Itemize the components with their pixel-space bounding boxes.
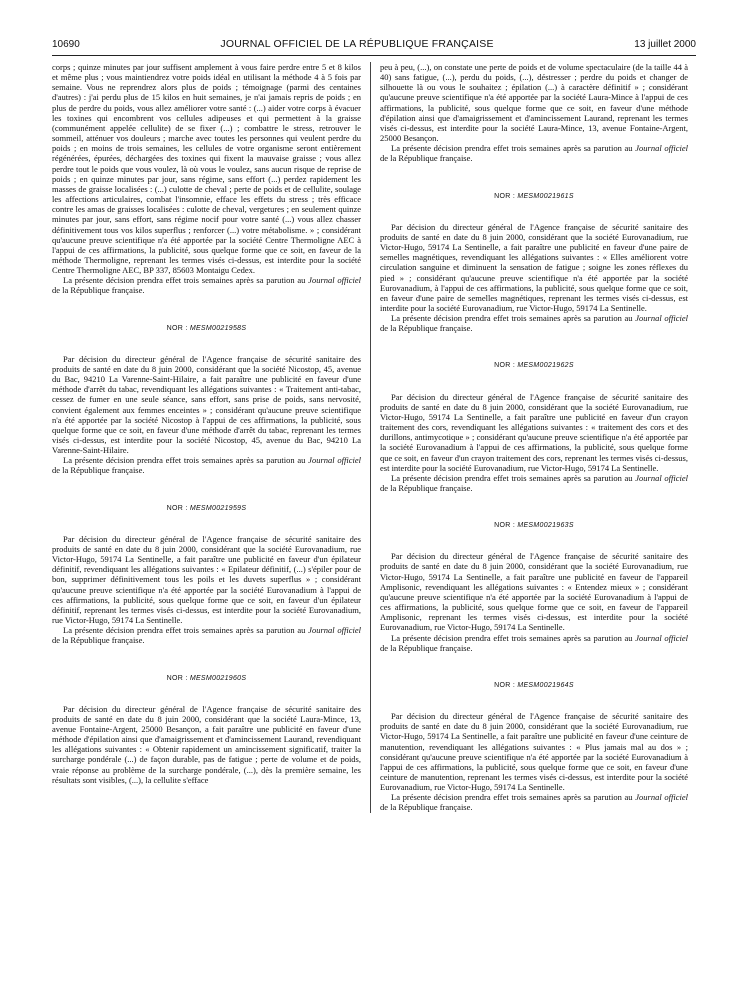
nor-heading: NOR : MESM0021959S [166,504,247,512]
effect-paragraph: La présente décision prendra effet trois semaines après sa parution au Journal officiel de la République française. [52,455,361,476]
left-column [52,62,370,813]
nor-heading: NOR : MESM0021963S [494,522,574,530]
nor-heading: NOR : MESM0021958S [166,324,247,332]
page-header [52,38,696,56]
continued-paragraph: corps ; quinze minutes par jour suffisent amplement à vous faire perdre entre 5 et 8 kilos et même plus ; vous maintiendrez votre poids idéal en utilisant la méthode 4 à 5 fois par semaine. Vous ne reprendrez alors plus de poids ; témoignage (parmi des centaines d'autres) : j'ai perdu plus de 15 kilos en huit semaines, je n'ai jamais repris de poids ; en plus de perdre du poids, vous allez améliorer votre santé : (...) aider votre corps à évacuer les toxines qui encombrent vos cellules adipeuses et qui permettent à la graisse (communément appelée cellulite) de se fixer (...) ; combattre le stress, retrouver le sommeil, atténuer vos douleurs ; marche avec toutes les personnes qui veulent perdre du poids ; en moins de trois semaines, les cellules de votre organisme seront entièrement régénérées, épurées, déchargées des toxines qui fixent la mauvaise graisse ; vous allez perdre tout le poids que vous voulez, là où vous le voulez, sans aucun risque de reprise de poids ; en quinze minutes par jour, sans régime, sans effort (...) perdez rapidement les masses de graisse localisées : (...) culotte de cheval ; perte de poids et de cellulite, soulage les affections articulaires, combat l'insomnie, efface les effets du stress ; très efficace contre les amas de graisses localisées : culotte de cheval, vergetures ; en seulement quinze minutes par jour, sans effort, sans régime nocif pour votre santé (...) vous allez chasser définitivement tous vos kilos superflus ; renforcer (...) votre métabolisme. » ; considérant qu'aucune preuve scientifique n'a été apportée par la société Centre Thermoligne AEC à l'appui de ces affirmations, la publicité, sous quelque forme que ce soit, en faveur de la méthode Thermoligne, reprenant les termes visés ci-dessus, est interdite pour la société Centre Thermoligne AEC, BP 337, 85603 Montaigu Cedex. [52,62,361,276]
decision-paragraph: Par décision du directeur général de l'Agence française de sécurité sanitaire des produits de santé en date du 8 juin 2000, considérant que la société Eurovanadium, rue Victor-Hugo, 59174 La Sentinelle, a fait paraître une publicité en faveur d'un crayon traitement des cors, revendiquant les allégations suivantes : « traitement des cors et des durillons, antimycotique » ; considérant qu'aucune preuve scientifique n'a été apportée par la société Eurovanadium à l'appui de ces affirmations, la publicité, sous quelque forme que ce soit, en faveur d'un crayon traitement des cors, reprenant les termes visés ci-dessus, est interdite pour la société Eurovanadium, rue Victor-Hugo, 59174 La Sentinelle. [380,391,688,473]
decision-paragraph: Par décision du directeur général de l'Agence française de sécurité sanitaire des produits de santé en date du 8 juin 2000, considérant que la société Eurovanadium, rue Victor-Hugo, 59174 La Sentinelle, a fait paraître une publicité en faveur d'une paire de semelles magnétiques, revendiquant les allégations suivantes : « Elles améliorent votre circulation sanguine et diminuent la sensation de fatigue ; soigne les zones réflexes du pied » ; considérant qu'aucune preuve scientifique n'a été apportée par la société Eurovanadium, à l'appui de ces affirmations, la publicité, sous quelque forme que ce soit, en faveur d'une paire de semelles magnétiques, reprenant les termes visés ci-dessus, est interdite pour la société Eurovanadium, rue Victor-Hugo, 59174 La Sentinelle. [380,221,688,313]
two-column-body [52,62,696,813]
nor-heading: NOR : MESM0021962S [494,362,574,370]
effect-paragraph: La présente décision prendra effet trois semaines après sa parution au Journal officiel de la République française. [52,625,361,646]
nor-heading: NOR : MESM0021961S [494,192,574,200]
decision-paragraph: Par décision du directeur général de l'Agence française de sécurité sanitaire des produits de santé en date du 8 juin 2000, considérant que la société Eurovanadium, rue Victor-Hugo, 59174 La Sentinelle, a fait paraître une publicité en faveur d'une ceinture de manutention, revendiquant les allégations suivantes : « Plus jamais mal au dos » ; considérant qu'aucune preuve scientifique n'a été apportée par la société Eurovanadium à l'appui de ces affirmations, la publicité, sous quelque forme que ce soit, en faveur d'une ceinture de manutention, reprenant les termes visés ci-dessus, est interdite pour la société Eurovanadium, rue Victor-Hugo, 59174 La Sentinelle. [380,711,688,793]
decision-paragraph: Par décision du directeur général de l'Agence française de sécurité sanitaire des produits de santé en date du 8 juin 2000, considérant que la société Nicostop, 45, avenue du Bac, 94210 La Varenne-Saint-Hilaire, a fait paraître une publicité en faveur d'une méthode d'arrêt du tabac, revendiquant les allégations suivantes : « Traitement anti-tabac, cessez de fumer en une seule séance, sans effort, sans prise de poids, sans nervosité, convient également aux femmes enceintes » ; considérant qu'aucune preuve scientifique n'a été apportée par la société Nicostop à l'appui de ces affirmations, la publicité, sous quelque forme que ce soit, en faveur d'une méthode d'arrêt du tabac, reprenant les termes visés ci-dessus, est interdite pour la société Nicostop, 45, avenue du Bac, 94210 La Varenne-Saint-Hilaire. [52,353,361,456]
decision-paragraph: Par décision du directeur général de l'Agence française de sécurité sanitaire des produits de santé en date du 8 juin 2000, considérant que la société Laura-Mince, 13, avenue Fontaine-Argent, 25000 Besançon, a fait paraître une publicité en faveur d'une méthode d'épilation ainsi que d'amaigrissement et d'amincissement Laurand, revendiquant les allégations suivantes : « Obtenir rapidement un amincissement significatif, traiter la surcharge pondérale (...) de façon durable, pas de fatigue ; perte de volume et de poids, vraie réponse au problème de la surcharge pondérale, (...), dès la première semaine, les résultats sont visibles, (...), la cellulite s'efface [52,703,361,785]
decision-paragraph: Par décision du directeur général de l'Agence française de sécurité sanitaire des produits de santé en date du 8 juin 2000, considérant que la société Eurovanadium, rue Victor-Hugo, 59174 La Sentinelle, a fait paraître une publicité en faveur de l'appareil Amplisonic, revendiquant les allégations suivantes : « Entendez mieux » ; considérant qu'aucune preuve scientifique n'a été apportée par la société Eurovanadium à l'appui de ces affirmations, la publicité, sous quelque forme que ce soit, en faveur de l'appareil Amplisonic, reprenant les termes visés ci-dessus, est interdite pour la société Eurovanadium, rue Victor-Hugo, 59174 La Sentinelle. [380,551,688,633]
journal-title: JOURNAL OFFICIEL DE LA RÉPUBLIQUE FRANÇAISE [220,38,494,50]
continued-paragraph: peu à peu, (...), on constate une perte de poids et de volume spectaculaire (de la taille 44 à 40) sans fatigue, (...), perdu du poids, (...), déstresser ; perdre du poids et changer de silhouette là ou vous le souhaitez ; épilation (...) à caractère définitif » ; considérant qu'aucune preuve scientifique n'a été apportée par la société Laura-Mince à l'appui de ces affirmations, la publicité, sous quelque forme que ce soit, en faveur d'une méthode d'épilation ainsi que d'amaigrissement et d'amincissement Laurand, reprenant les termes visés ci-dessus, est interdite pour la société Laura-Mince, 13, avenue Fontaine-Argent, 25000 Besançon. [380,62,688,144]
effect-paragraph: La présente décision prendra effet trois semaines après sa parution au Journal officiel de la République française. [380,792,688,813]
effect-paragraph: La présente décision prendra effet trois semaines après sa parution au Journal officiel de la République française. [380,472,688,493]
nor-heading: NOR : MESM0021964S [494,681,574,689]
page-number: 10690 [52,39,80,50]
issue-date: 13 juillet 2000 [634,39,696,50]
effect-paragraph: La présente décision prendra effet trois semaines après sa parution au Journal officiel de la République française. [380,313,688,334]
nor-heading: NOR : MESM0021960S [166,674,247,682]
right-column [370,62,688,813]
effect-paragraph: La présente décision prendra effet trois semaines après sa parution au Journal officiel de la République française. [380,143,688,164]
decision-paragraph: Par décision du directeur général de l'Agence française de sécurité sanitaire des produits de santé en date du 8 juin 2000, considérant que la société Eurovanadium, rue Victor-Hugo, 59174 La Sentinelle, a fait paraître une publicité en faveur d'un épilateur définitif, revendiquant les allégations suivantes : « Epilateur définitif, (...) s'épiler pour de bon, supprimer définitivement tous les poils et les duvets superflus » ; considérant qu'aucune preuve scientifique n'a été apportée par la société Eurovanadium à l'appui de ces affirmations, la publicité, sous quelque forme que ce soit, en faveur d'un épilateur définitif, reprenant les termes visés ci-dessus, est interdite pour la société Eurovanadium, rue Victor-Hugo, 59174 La Sentinelle. [52,533,361,626]
effect-paragraph: La présente décision prendra effet trois semaines après sa parution au Journal officiel de la République française. [52,275,361,296]
effect-paragraph: La présente décision prendra effet trois semaines après sa parution au Journal officiel de la République française. [380,632,688,653]
